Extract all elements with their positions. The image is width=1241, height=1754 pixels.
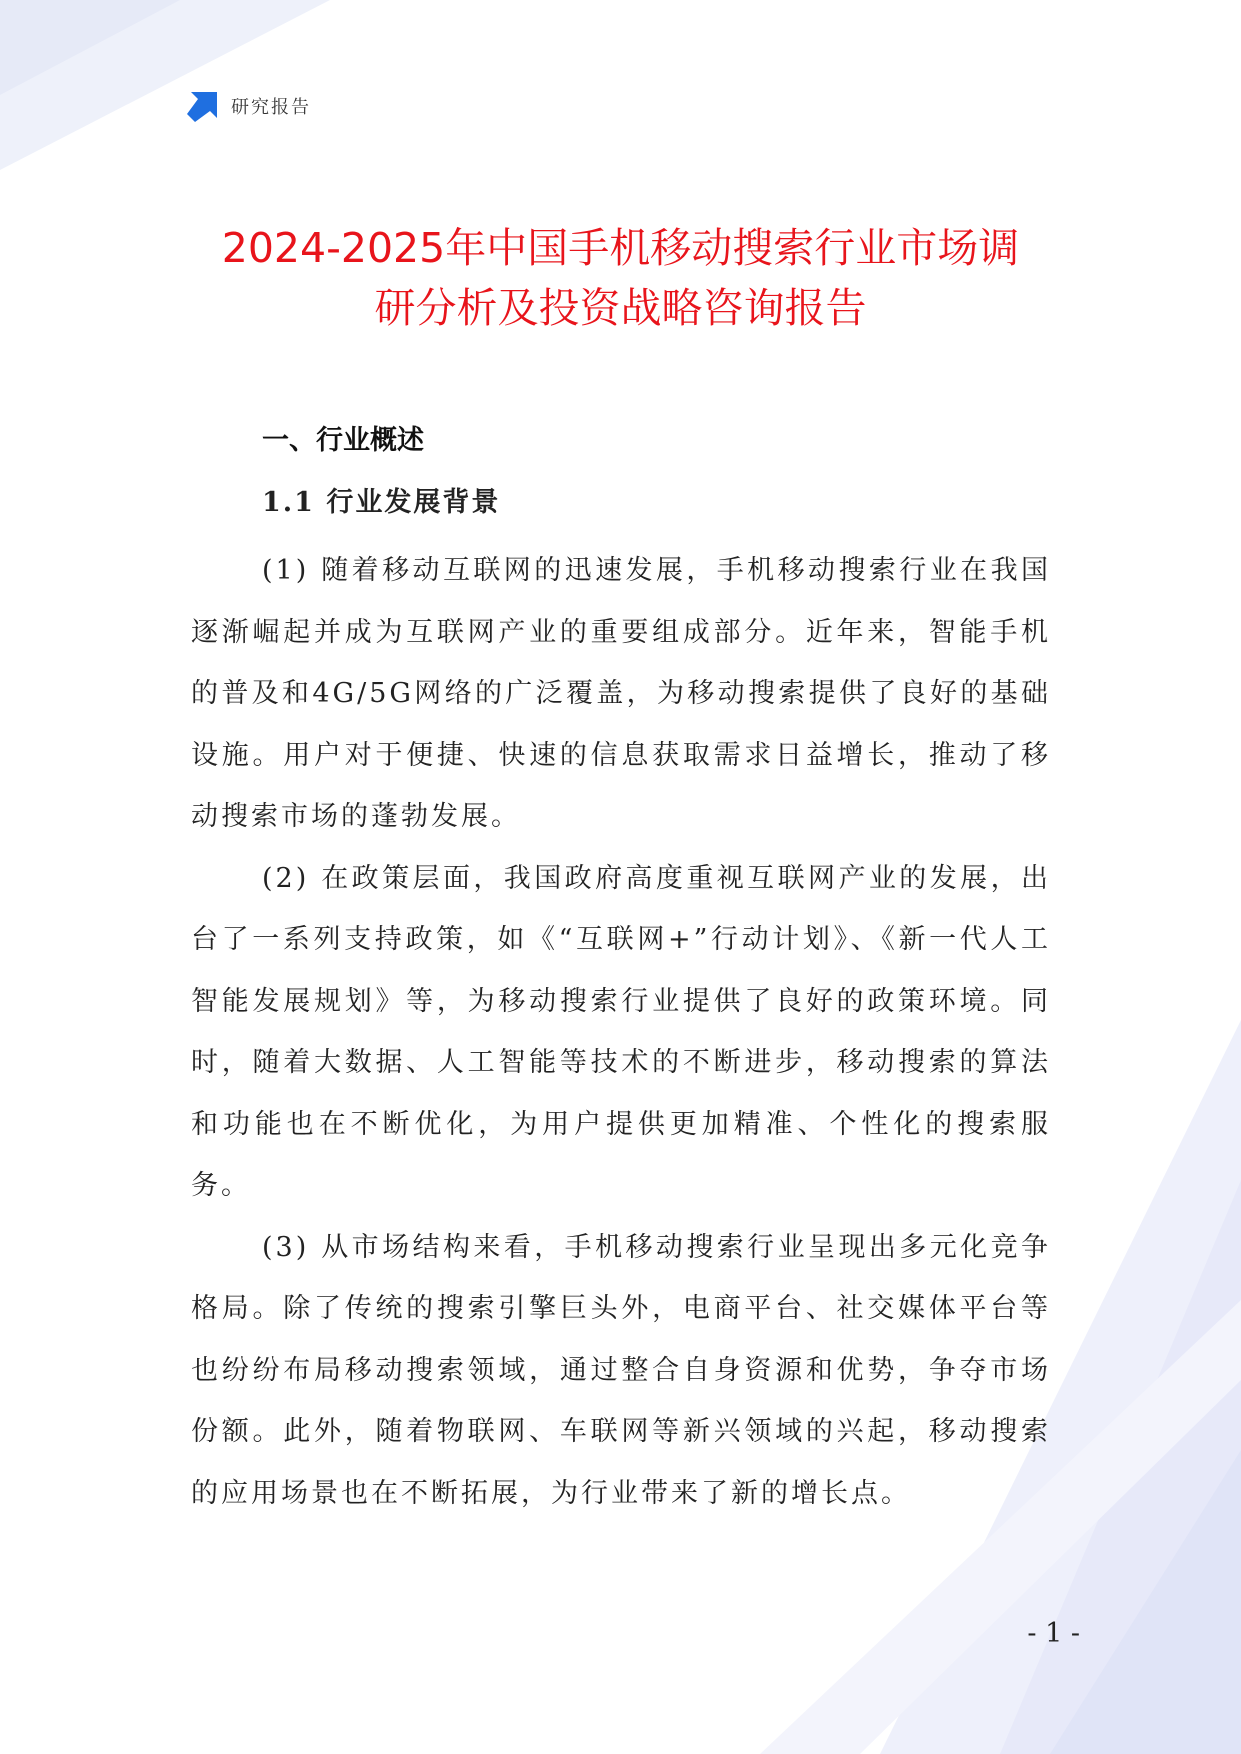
body-paragraph-2: (2) 在政策层面，我国政府高度重视互联网产业的发展，出台了一系列支持政策，如《“互联网+”行动计划》、《新一代人工智能发展规划》等，为移动搜索行业提供了良好的政策环境。同时，随着大数据、人工智能等技术的不断进步，移动搜索的算法和功能也在不断优化，为用户提供更加精准、个性化的搜索服务。 — [191, 862, 1051, 1201]
section-heading: 一、行业概述 — [262, 425, 424, 456]
page-number: - 1 - — [1027, 1618, 1080, 1649]
report-body — [191, 418, 1051, 1524]
report-title-line-1: 2024-2025年中国手机移动搜索行业市场调 — [221, 224, 1020, 272]
arrow-logo-icon — [187, 90, 219, 122]
report-title-line-2: 研分析及投资战略咨询报告 — [374, 284, 867, 332]
report-header — [187, 90, 311, 122]
report-title — [160, 218, 1081, 338]
body-paragraph-1: (1) 随着移动互联网的迅速发展，手机移动搜索行业在我国逐渐崛起并成为互联网产业的重要组成部分。近年来，智能手机的普及和4G/5G网络的广泛覆盖，为移动搜索提供了良好的基础设施。用户对于便捷、快速的信息获取需求日益增长，推动了移动搜索市场的蓬勃发展。 — [191, 555, 1051, 832]
subsection-heading: 1.1 行业发展背景 — [262, 487, 501, 518]
body-paragraph-3: (3) 从市场结构来看，手机移动搜索行业呈现出多元化竞争格局。除了传统的搜索引擎巨头外，电商平台、社交媒体平台等也纷纷布局移动搜索领域，通过整合自身资源和优势，争夺市场份额。此外，随着物联网、车联网等新兴领域的兴起，移动搜索的应用场景也在不断拓展，为行业带来了新的增长点。 — [191, 1231, 1051, 1509]
report-type-label: 研究报告 — [231, 97, 311, 118]
